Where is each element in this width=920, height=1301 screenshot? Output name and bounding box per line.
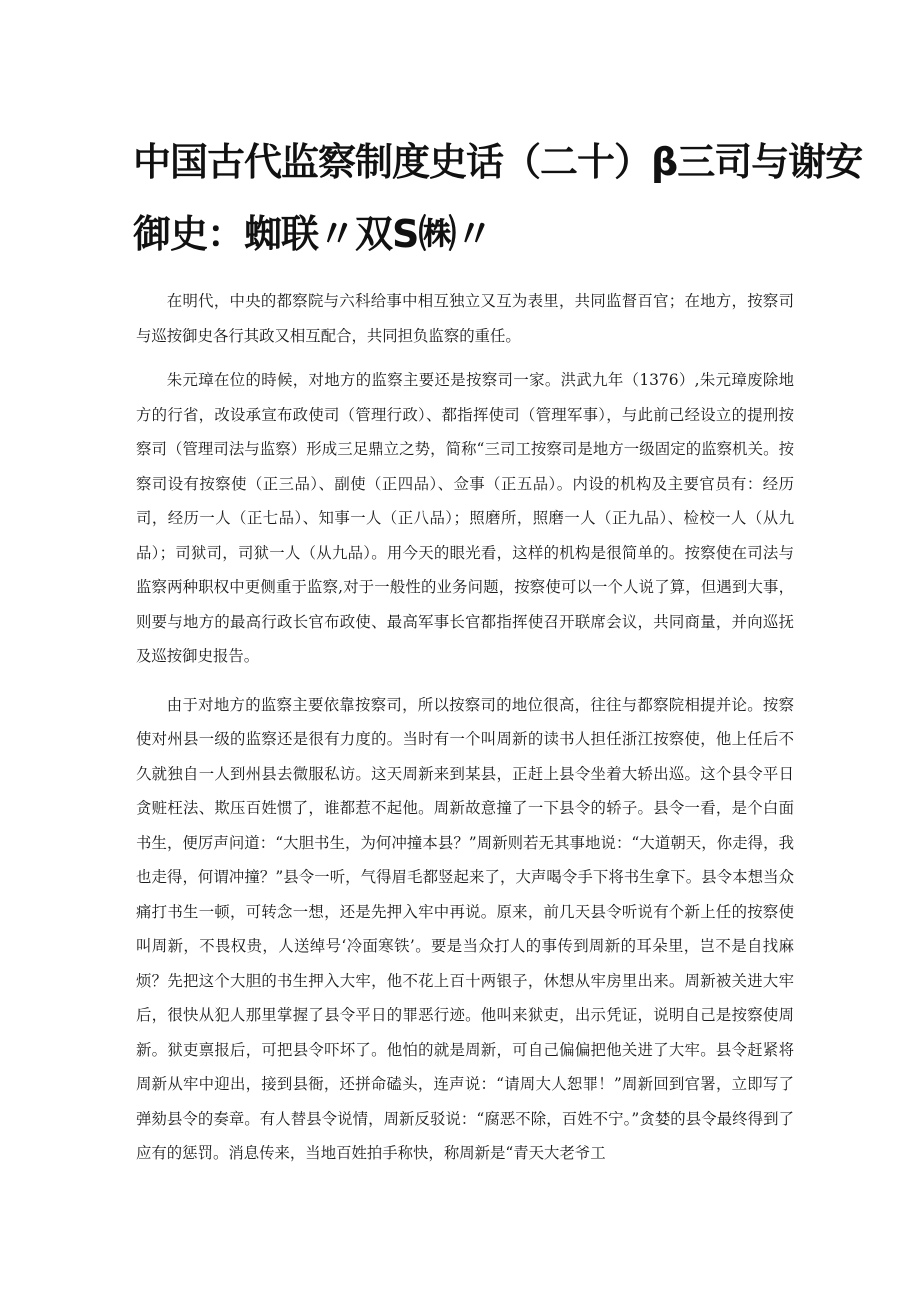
document-title-line-2: 御史：蜘联〃双S㈱〃 bbox=[133, 212, 493, 256]
paragraph-1: 在明代，中央的都察院与六科给事中相互独立又互为表里，共同监督百官；在地方，按察司与巡按御史各行其政又相互配合，共同担负监察的重任。 bbox=[136, 292, 794, 345]
document-title-line-1: 中国古代监察制度史话（二十）β三司与谢安 bbox=[133, 140, 863, 184]
paragraph-3: 由于对地方的监察主要依靠按察司，所以按察司的地位很高，往往与都察院相提并论。按察使对州县一级的监察还是很有力度的。当时有一个叫周新的读书人担任浙江按察使，他上任后不久就独自一人到州县去微服私访。这天周新来到某县，正赶上县令坐着大轿出巡。这个县令平日贪赃枉法、欺压百姓惯了，谁都惹不起他。周新故意撞了一下县令的轿子。县令一看，是个白面书生，便厉声问道：“大胆书生，为何冲撞本县？”周新则若无其事地说：“大道朝天，你走得，我也走得，何谓冲撞？”县令一听，气得眉毛都竖起来了，大声喝令手下将书生拿下。县令本想当众痛打书生一顿，可转念一想，还是先押入牢中再说。原来，前几天县令听说有个新上任的按察使叫周新，不畏权贵，人送绰号‘冷面寒铁’。要是当众打人的事传到周新的耳朵里，岂不是自找麻烦？先把这个大胆的书生押入大牢，他不花上百十两银子，休想从牢房里出来。周新被关进大牢后，很快从犯人那里掌握了县令平日的罪恶行迹。他叫来狱吏，出示凭证，说明自己是按察使周新。狱吏禀报后，可把县令吓坏了。他怕的就是周新，可自己偏偏把他关进了大牢。县令赶紧将周新从牢中迎出，接到县衙，还拼命磕头，连声说：“请周大人恕罪！”周新回到官署，立即写了弹劾县令的奏章。有人替县令说情，周新反驳说：“腐恶不除，百姓不宁。”贪婪的县令最终得到了应有的惩罚。消息传来，当地百姓拍手称快，称周新是“青天大老爷工 bbox=[136, 695, 794, 1162]
paragraph-2: 朱元璋在位的時候，对地方的监察主要还是按察司一家。洪武九年（1376）,朱元璋废除地方的行省，改设承宣布政使司（管理行政）、都指挥使司（管理军事），与此前己经设立的提刑按察司（管理司法与监察）形成三足鼎立之势，简称“三司工按察司是地方一级固定的监察机关。按察司设有按察使（正三品）、副使（正四品）、佥事（正五品）。内设的机构及主要官员有：经历司，经历一人（正七品）、知事一人（正八品）；照磨所，照磨一人（正九品）、检校一人（从九品）；司狱司，司狱一人（从九品）。用今天的眼光看，这样的机构是很简单的。按察使在司法与监察两种职权中更侧重于监察,对于一般性的业务问题，按察使可以一个人说了算，但遇到大事，则要与地方的最高行政长官布政使、最高军事长官都指挥使召开联席会议，共同商量，并向巡抚及巡按御史报告。 bbox=[136, 371, 794, 665]
document-body bbox=[136, 284, 794, 1181]
